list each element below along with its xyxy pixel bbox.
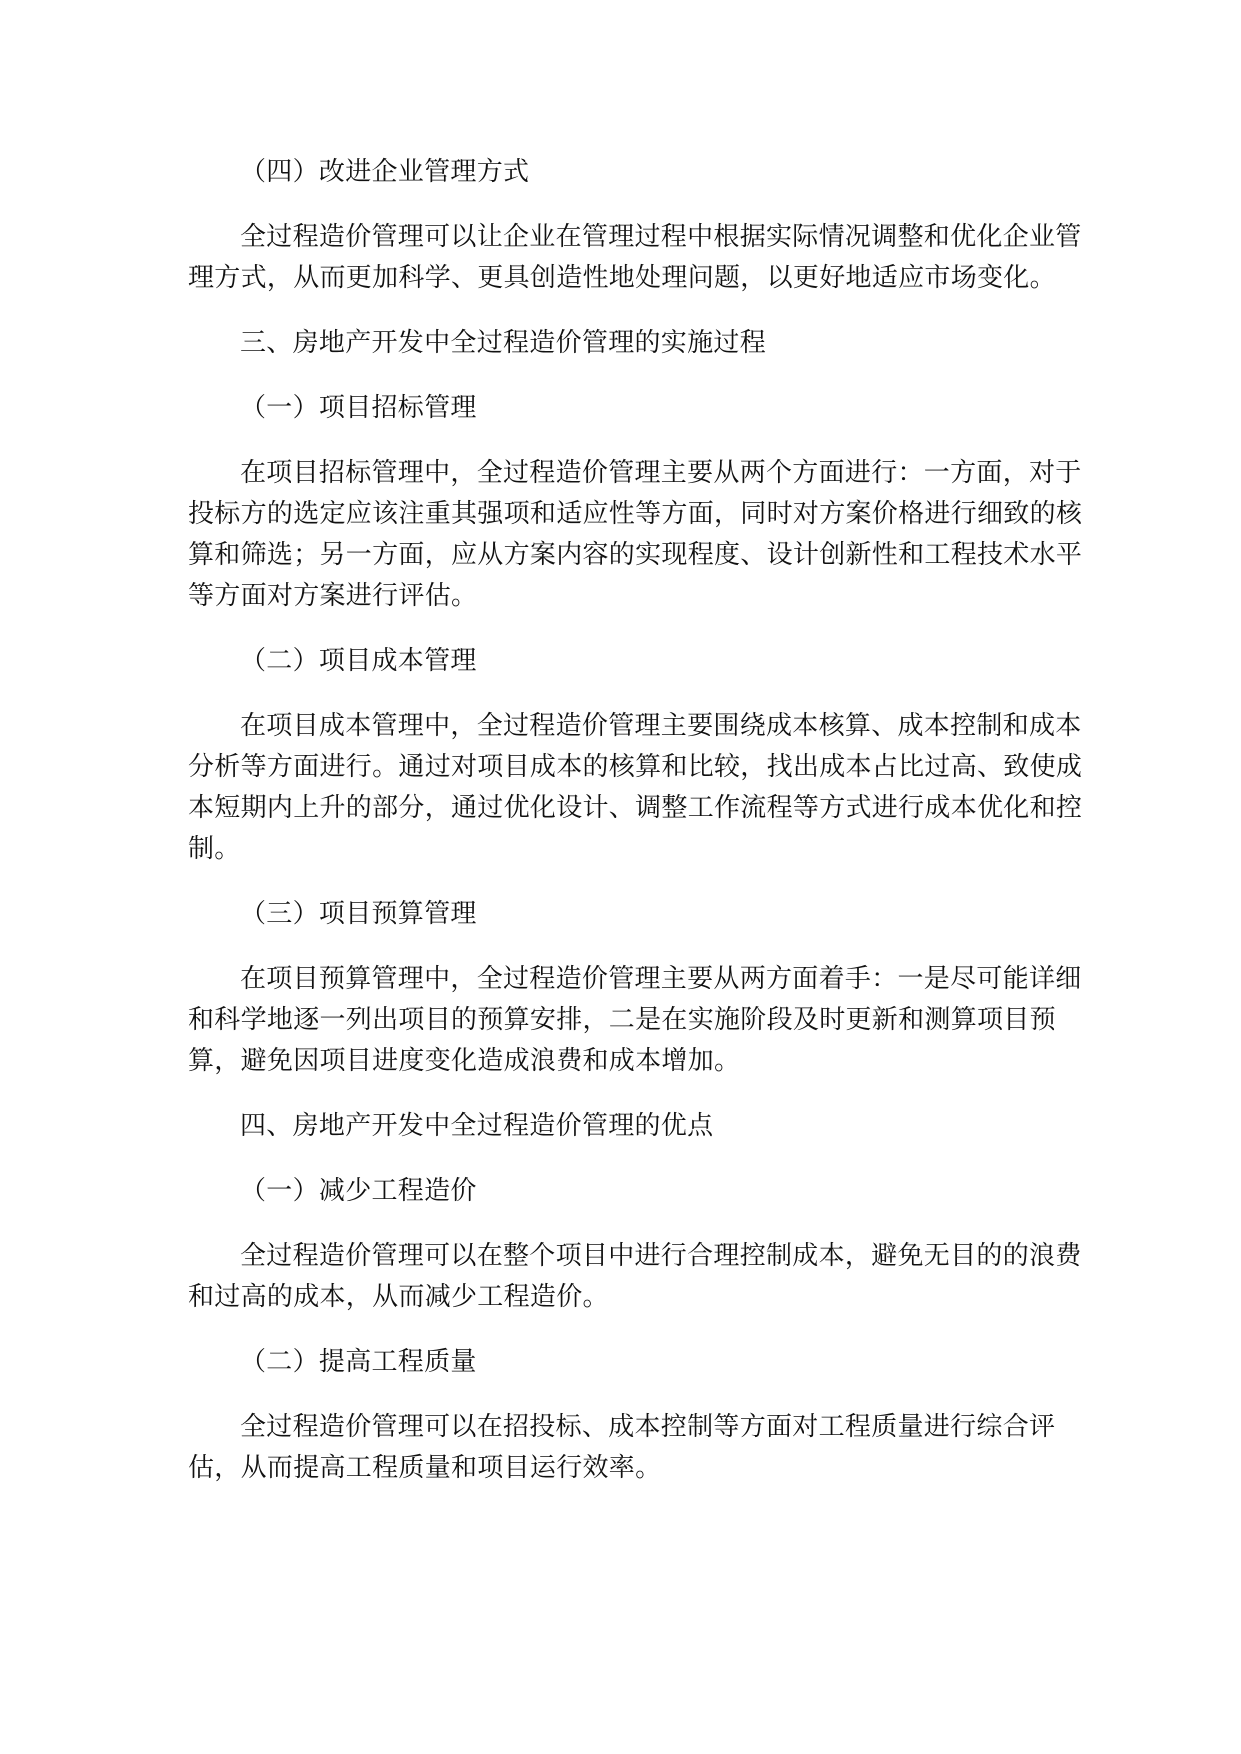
paragraph: 全过程造价管理可以让企业在管理过程中根据实际情况调整和优化企业管理方式，从而更加科学、更具创造性地处理问题，以更好地适应市场变化。 <box>188 222 1082 293</box>
paragraph: 全过程造价管理可以在招投标、成本控制等方面对工程质量进行综合评估，从而提高工程质量和项目运行效率。 <box>188 1412 1056 1483</box>
section-heading: （二）项目成本管理 <box>240 646 477 676</box>
chapter-heading: 三、房地产开发中全过程造价管理的实施过程 <box>240 328 767 358</box>
paragraph: 在项目招标管理中，全过程造价管理主要从两个方面进行：一方面，对于投标方的选定应该注重其强项和适应性等方面，同时对方案价格进行细致的核算和筛选；另一方面，应从方案内容的实现程度、设计创新性和工程技术水平等方面对方案进行评估。 <box>188 458 1083 611</box>
section-heading: （四）改进企业管理方式 <box>240 157 530 187</box>
paragraph: 在项目预算管理中，全过程造价管理主要从两方面着手：一是尽可能详细和科学地逐一列出项目的预算安排，二是在实施阶段及时更新和测算项目预算，避免因项目进度变化造成浪费和成本增加。 <box>188 964 1082 1076</box>
section-heading: （三）项目预算管理 <box>240 899 477 929</box>
document-body <box>188 152 1088 1513</box>
section-heading: （一）减少工程造价 <box>240 1176 477 1206</box>
section-heading: （一）项目招标管理 <box>240 393 477 423</box>
section-heading: （二）提高工程质量 <box>240 1347 477 1377</box>
chapter-heading: 四、房地产开发中全过程造价管理的优点 <box>240 1111 714 1141</box>
paragraph: 在项目成本管理中，全过程造价管理主要围绕成本核算、成本控制和成本分析等方面进行。通过对项目成本的核算和比较，找出成本占比过高、致使成本短期内上升的部分，通过优化设计、调整工作流程等方式进行成本优化和控制。 <box>188 711 1083 864</box>
paragraph: 全过程造价管理可以在整个项目中进行合理控制成本，避免无目的的浪费和过高的成本，从而减少工程造价。 <box>188 1241 1082 1312</box>
